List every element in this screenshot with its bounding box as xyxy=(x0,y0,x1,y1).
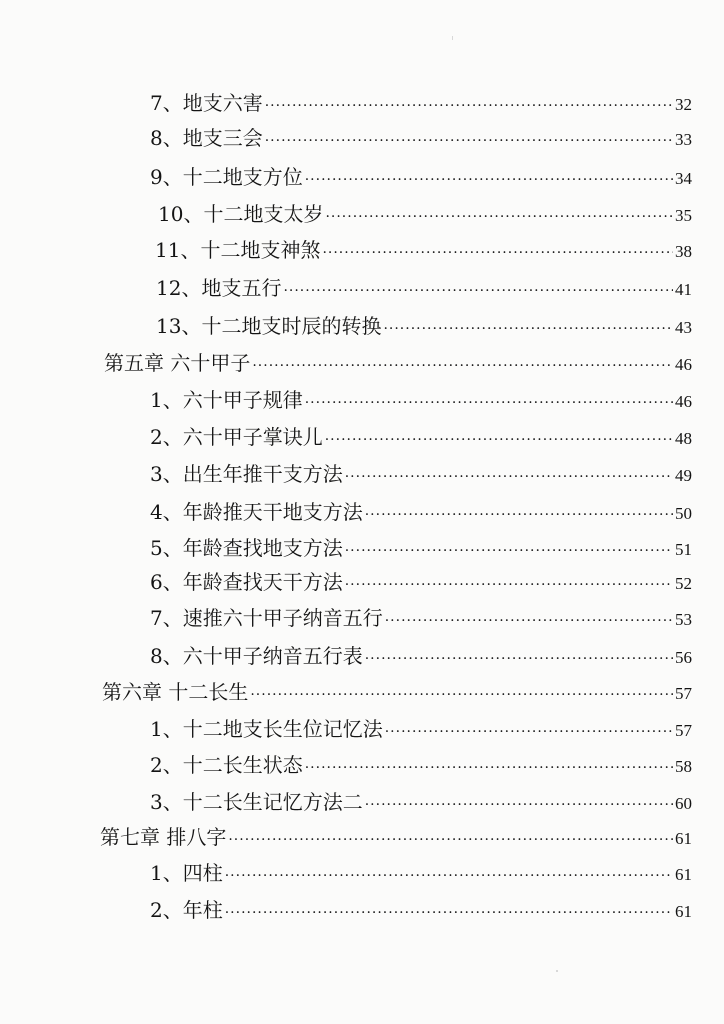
toc-entry-title: 7、速推六十甲子纳音五行 xyxy=(150,606,383,630)
toc-entry-7-1 xyxy=(150,858,692,888)
toc-entry-title: 8、地支三会 xyxy=(150,126,263,150)
toc-page-number: 56 xyxy=(675,648,692,667)
toc-dot-leader xyxy=(325,202,673,232)
toc-entry-5-1 xyxy=(150,385,692,415)
toc-dot-leader xyxy=(365,644,673,674)
toc-entry-5-5 xyxy=(150,533,692,563)
toc-entry-title: 6、年龄查找天干方法 xyxy=(150,570,343,594)
toc-page-number: 48 xyxy=(675,429,692,448)
toc-entry-title: 3、出生年推干支方法 xyxy=(150,462,343,486)
toc-page-number: 38 xyxy=(675,242,692,261)
toc-dot-leader xyxy=(345,462,673,492)
toc-page-number: 60 xyxy=(675,794,692,813)
toc-entry-8-sanhui xyxy=(150,123,692,153)
toc-entry-5-4 xyxy=(150,497,692,527)
toc-entry-6-3 xyxy=(150,787,692,817)
toc-dot-leader xyxy=(325,425,673,455)
toc-page-number: 57 xyxy=(675,721,692,740)
toc-dot-leader xyxy=(305,165,673,195)
toc-entry-5-8 xyxy=(150,641,692,671)
toc-page-number: 53 xyxy=(675,610,692,629)
toc-entry-title: 3、十二长生记忆方法二 xyxy=(150,790,363,814)
toc-entry-title: 9、十二地支方位 xyxy=(150,165,303,189)
toc-chapter-5 xyxy=(104,348,692,378)
toc-page-number: 34 xyxy=(675,169,692,188)
toc-dot-leader xyxy=(322,238,673,268)
toc-dot-leader xyxy=(305,388,673,418)
toc-entry-title: 11、十二地支神煞 xyxy=(155,238,321,262)
toc-entry-13-shichen xyxy=(156,311,692,341)
toc-page-number: 58 xyxy=(675,757,692,776)
toc-entry-title: 12、地支五行 xyxy=(156,276,282,300)
toc-entry-title: 1、十二地支长生位记忆法 xyxy=(150,717,383,741)
toc-page-number: 32 xyxy=(675,95,692,114)
toc-entry-title: 2、十二长生状态 xyxy=(150,753,303,777)
scan-mark xyxy=(556,970,558,972)
toc-dot-leader xyxy=(225,898,673,928)
toc-page-number: 49 xyxy=(675,466,692,485)
toc-page-number: 61 xyxy=(675,829,692,848)
toc-entry-5-7 xyxy=(150,603,692,633)
toc-entry-title: 5、年龄查找地支方法 xyxy=(150,536,343,560)
toc-dot-leader xyxy=(345,536,673,566)
toc-entry-5-2 xyxy=(150,422,692,452)
toc-page-number: 61 xyxy=(675,902,692,921)
toc-entry-7-liuhai xyxy=(150,88,692,118)
toc-entry-title: 7、地支六害 xyxy=(150,91,263,115)
toc-entry-5-6 xyxy=(150,567,692,597)
toc-entry-12-wuxing xyxy=(156,273,692,303)
toc-dot-leader xyxy=(365,500,673,530)
toc-chapter-6 xyxy=(102,677,692,707)
toc-entry-9-fangwei xyxy=(150,162,692,192)
toc-entry-title: 2、六十甲子掌诀儿 xyxy=(150,425,323,449)
toc-chapter-title: 第六章 十二长生 xyxy=(102,680,249,704)
toc-page-number: 51 xyxy=(675,540,692,559)
toc-chapter-title: 第七章 排八字 xyxy=(100,825,227,849)
toc-dot-leader xyxy=(250,680,673,710)
toc-page-number: 52 xyxy=(675,574,692,593)
toc-dot-leader xyxy=(225,861,673,891)
scan-mark xyxy=(452,36,453,40)
toc-dot-leader xyxy=(265,126,673,156)
toc-dot-leader xyxy=(385,717,673,747)
toc-dot-leader xyxy=(365,790,673,820)
toc-page-number: 50 xyxy=(675,504,692,523)
toc-dot-leader xyxy=(283,276,673,306)
toc-entry-title: 13、十二地支时辰的转换 xyxy=(156,314,382,338)
toc-page-number: 35 xyxy=(675,206,692,225)
toc-entry-title: 4、年龄推天干地支方法 xyxy=(150,500,363,524)
toc-entry-6-1 xyxy=(150,714,692,744)
toc-page-number: 41 xyxy=(675,280,692,299)
toc-chapter-7 xyxy=(100,822,692,852)
toc-dot-leader xyxy=(383,314,673,344)
toc-page-number: 46 xyxy=(675,355,692,374)
toc-entry-title: 1、四柱 xyxy=(150,861,223,885)
toc-chapter-title: 第五章 六十甲子 xyxy=(104,351,251,375)
toc-page-number: 43 xyxy=(675,318,692,337)
toc-entry-title: 10、十二地支太岁 xyxy=(158,202,324,226)
toc-entry-7-2 xyxy=(150,895,692,925)
toc-dot-leader xyxy=(385,606,673,636)
toc-entry-title: 1、六十甲子规律 xyxy=(150,388,303,412)
toc-dot-leader xyxy=(252,351,673,381)
toc-dot-leader xyxy=(228,825,673,855)
toc-page-number: 57 xyxy=(675,684,692,703)
toc-entry-title: 2、年柱 xyxy=(150,898,223,922)
toc-entry-11-shensha xyxy=(155,235,692,265)
toc-dot-leader xyxy=(345,570,673,600)
toc-entry-10-taisui xyxy=(158,199,692,229)
toc-entry-title: 8、六十甲子纳音五行表 xyxy=(150,644,363,668)
toc-dot-leader xyxy=(305,753,673,783)
toc-page-number: 46 xyxy=(675,392,692,411)
toc-dot-leader xyxy=(265,91,673,121)
toc-entry-6-2 xyxy=(150,750,692,780)
toc-page-number: 33 xyxy=(675,130,692,149)
toc-page-number: 61 xyxy=(675,865,692,884)
toc-entry-5-3 xyxy=(150,459,692,489)
